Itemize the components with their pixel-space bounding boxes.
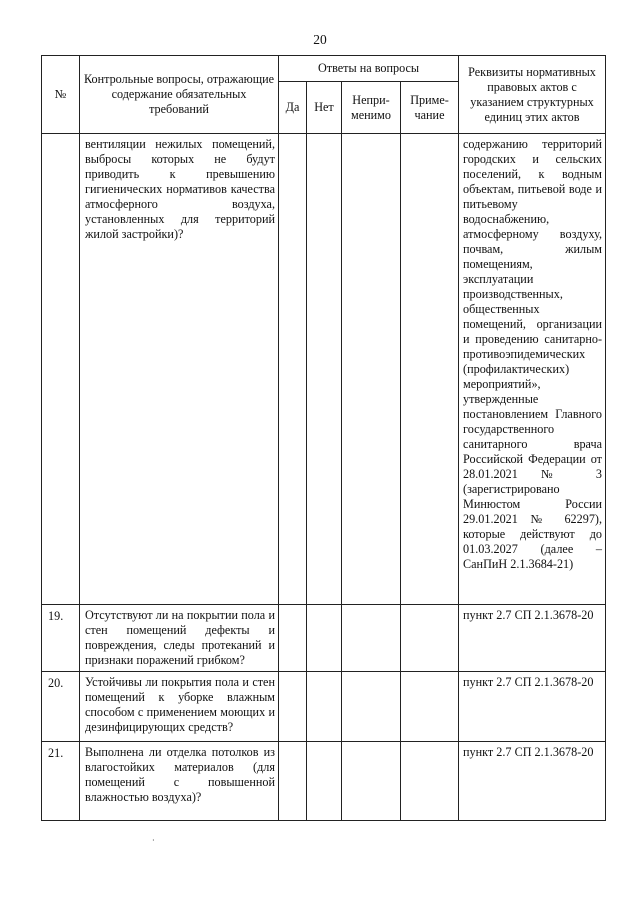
- header-answers: Ответы на вопросы: [279, 56, 459, 82]
- answer-note-cell[interactable]: [401, 742, 459, 821]
- row-num: 19.: [42, 605, 80, 672]
- answer-no-cell[interactable]: [307, 605, 342, 672]
- row-requisite: пункт 2.7 СП 2.1.3678-20: [459, 605, 606, 672]
- row-num: 21.: [42, 742, 80, 821]
- answer-na-cell[interactable]: [342, 134, 401, 605]
- answer-no-cell[interactable]: [307, 672, 342, 742]
- header-row-1: [42, 56, 606, 82]
- answer-na-cell[interactable]: [342, 742, 401, 821]
- header-questions: Контрольные вопросы, отражающие содержание обязательных требований: [80, 56, 279, 134]
- answer-yes-cell[interactable]: [279, 742, 307, 821]
- answer-yes-cell[interactable]: [279, 605, 307, 672]
- table-row: [42, 742, 606, 821]
- table-row: [42, 605, 606, 672]
- row-question: Отсутствуют ли на покрытии пола и стен помещений дефекты и повреждения, следы протеканий и признаки поражений грибком?: [80, 605, 279, 672]
- answer-yes-cell[interactable]: [279, 672, 307, 742]
- header-no: Нет: [307, 82, 342, 134]
- header-num: №: [42, 56, 80, 134]
- answer-na-cell[interactable]: [342, 672, 401, 742]
- table-row: [42, 134, 606, 605]
- row-requisite: содержанию территорий городских и сельских поселений, к водным объектам, питьевой воде и питьевому водоснабжению, атмосферному воздуху, почвам, жилым помещениям, эксплуатации производственных, общественных помещений, организации и проведению санитарно-противоэпидемических (профилактических) мероприятий», утвержденные постановлением Главного государственного санитарного врача Российской Федерации от 28.01.2021 № 3 (зарегистрировано Минюстом России 29.01.2021 № 62297), которые действуют до 01.03.2027 (далее – СанПиН 2.1.3684-21): [459, 134, 606, 605]
- row-requisite: пункт 2.7 СП 2.1.3678-20: [459, 672, 606, 742]
- row-question: Устойчивы ли покрытия пола и стен помещений к уборке влажным способом с применением моющих и дезинфицирующих средств?: [80, 672, 279, 742]
- table-row: [42, 672, 606, 742]
- answer-note-cell[interactable]: [401, 672, 459, 742]
- answer-yes-cell[interactable]: [279, 134, 307, 605]
- row-num: [42, 134, 80, 605]
- answer-no-cell[interactable]: [307, 134, 342, 605]
- header-yes: Да: [279, 82, 307, 134]
- answer-no-cell[interactable]: [307, 742, 342, 821]
- answer-note-cell[interactable]: [401, 134, 459, 605]
- page-number: 20: [313, 32, 327, 47]
- header-note: Приме- чание: [401, 82, 459, 134]
- row-requisite: пункт 2.7 СП 2.1.3678-20: [459, 742, 606, 821]
- header-requisites: Реквизиты нормативных правовых актов с указанием структурных единиц этих актов: [459, 56, 606, 134]
- scan-speck: ·: [152, 836, 155, 845]
- requirements-table: [41, 55, 606, 821]
- answer-note-cell[interactable]: [401, 605, 459, 672]
- row-num: 20.: [42, 672, 80, 742]
- answer-na-cell[interactable]: [342, 605, 401, 672]
- row-question: Выполнена ли отделка потолков из влагостойких материалов (для помещений с повышенной влажностью воздуха)?: [80, 742, 279, 821]
- row-question: вентиляции нежилых помещений, выбросы которых не будут приводить к превышению гигиенических нормативов качества атмосферного воздуха, установленных для территорий жилой застройки)?: [80, 134, 279, 605]
- header-not-applicable: Непри- менимо: [342, 82, 401, 134]
